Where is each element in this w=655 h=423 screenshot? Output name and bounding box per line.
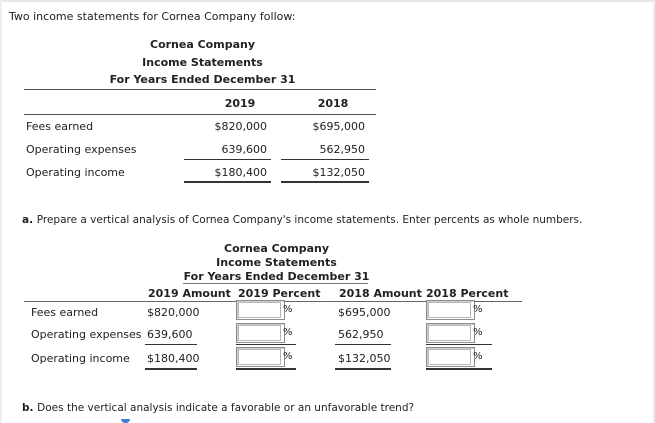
- analysis-subtotal-rule: [145, 344, 197, 345]
- analysis-total-rule: [335, 368, 391, 370]
- analysis-amount-2018: 562,950: [338, 328, 384, 341]
- scroll-indicator-icon: [121, 419, 130, 423]
- header-2018-amount: 2018 Amount: [339, 287, 422, 300]
- question-a-text: a. Prepare a vertical analysis of Cornea Company's income statements. Enter percents as whole numbers.: [22, 214, 583, 226]
- header-2018-percent: 2018 Percent: [426, 287, 509, 300]
- question-b: [22, 402, 414, 414]
- analysis-row-label: Fees earned: [31, 306, 99, 319]
- statement-period: For Years Ended December 31: [109, 73, 296, 86]
- percent-2018-input[interactable]: [428, 349, 471, 365]
- analysis-amount-2018: $695,000: [338, 306, 391, 319]
- statement-header-rule: [24, 89, 376, 90]
- question-b-text: b. Does the vertical analysis indicate a favorable or an unfavorable trend?: [22, 402, 415, 414]
- statement-value-2018: $695,000: [312, 120, 365, 133]
- analysis-period: For Years Ended December 31: [183, 270, 370, 283]
- percent-2018-box: [426, 300, 483, 320]
- percent-sign: %: [473, 351, 483, 362]
- analysis-subtotal-rule: [335, 344, 391, 345]
- analysis-subtotal-rule: [426, 344, 492, 345]
- statement-header-rule-bottom: [24, 114, 376, 115]
- percent-2019-box: [236, 323, 293, 343]
- percent-2018-input[interactable]: [428, 325, 471, 341]
- statement-value-2018: $132,050: [312, 166, 365, 179]
- analysis-total-rule: [236, 368, 296, 370]
- statement-title: Income Statements: [142, 56, 263, 69]
- percent-2018-input[interactable]: [428, 302, 471, 318]
- percent-2018-box: [426, 323, 483, 343]
- header-2019-percent: 2019 Percent: [238, 287, 321, 300]
- analysis-subtotal-rule: [236, 344, 296, 345]
- statement-value-2019: $820,000: [214, 120, 267, 133]
- percent-sign: %: [473, 327, 483, 338]
- percent-2019-input[interactable]: [238, 302, 281, 318]
- statement-value-2019: $180,400: [214, 166, 267, 179]
- statement-row-label: Fees earned: [26, 120, 94, 133]
- statement-col-2018: 2018: [317, 97, 349, 110]
- percent-2018-box: [426, 347, 483, 367]
- percent-2019-input[interactable]: [238, 349, 281, 365]
- statement-subtotal-rule: [281, 159, 369, 160]
- percent-2019-input[interactable]: [238, 325, 281, 341]
- statement-subtotal-rule: [184, 159, 271, 160]
- statement-total-rule: [281, 181, 369, 183]
- analysis-amount-2018: $132,050: [338, 352, 391, 365]
- statement-row-label: Operating expenses: [26, 143, 137, 156]
- question-letter: a.: [22, 214, 37, 226]
- analysis-total-rule: [426, 368, 492, 370]
- analysis-company: Cornea Company: [224, 242, 329, 255]
- percent-sign: %: [283, 327, 293, 338]
- analysis-amount-2019: $820,000: [147, 306, 200, 319]
- header-2019-amount: 2019 Amount: [148, 287, 231, 300]
- analysis-title: Income Statements: [216, 256, 337, 269]
- percent-2019-box: [236, 347, 293, 367]
- analysis-amount-2019: 639,600: [147, 328, 193, 341]
- analysis-row-label: Operating income: [31, 352, 130, 365]
- percent-sign: %: [283, 351, 293, 362]
- percent-sign: %: [473, 304, 483, 315]
- top-border: [0, 0, 655, 2]
- statement-company: Cornea Company: [150, 38, 255, 51]
- statement-total-rule: [184, 181, 271, 183]
- statement-col-2019: 2019: [224, 97, 256, 110]
- intro-text: Two income statements for Cornea Company follow:: [9, 10, 296, 23]
- percent-2019-box: [236, 300, 293, 320]
- analysis-total-rule: [145, 368, 197, 370]
- statement-value-2019: 639,600: [221, 143, 267, 156]
- question-letter: b.: [22, 402, 38, 414]
- analysis-period-rule: [183, 283, 368, 284]
- analysis-row-label: Operating expenses: [31, 328, 142, 341]
- statement-row-label: Operating income: [26, 166, 125, 179]
- question-a: [22, 214, 582, 226]
- percent-sign: %: [283, 304, 293, 315]
- analysis-amount-2019: $180,400: [147, 352, 200, 365]
- statement-value-2018: 562,950: [319, 143, 365, 156]
